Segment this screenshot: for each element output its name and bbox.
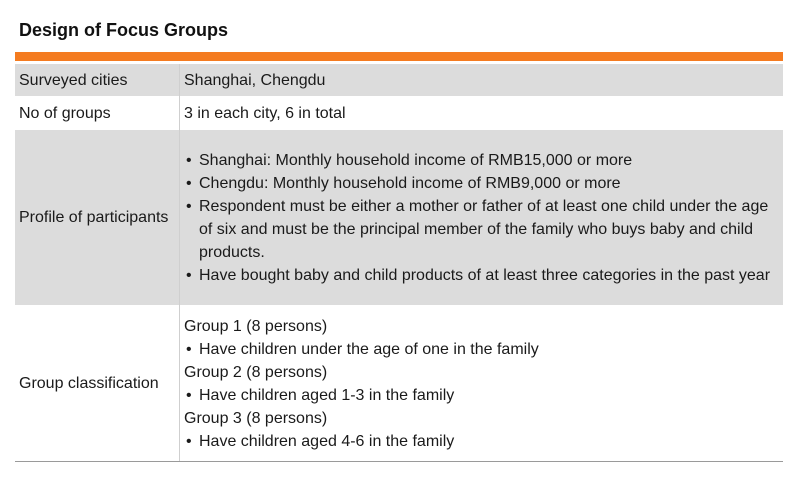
- list-item: [184, 149, 783, 172]
- table-row: [15, 64, 783, 97]
- row-value-profile: [180, 130, 784, 306]
- group-heading: Group 1 (8 persons): [184, 317, 328, 335]
- profile-bullet-list: [184, 149, 783, 287]
- list-item: [184, 430, 783, 453]
- row-label-no-of-groups: No of groups: [15, 97, 180, 130]
- row-value-no-of-groups: 3 in each city, 6 in total: [180, 97, 784, 130]
- bullet-text: Have children aged 4-6 in the family: [199, 432, 455, 450]
- list-item: [184, 338, 783, 361]
- list-item: [184, 172, 783, 195]
- focus-group-table: [15, 64, 783, 462]
- page-title: Design of Focus Groups: [19, 20, 229, 40]
- bullet-text: Chengdu: Monthly household income of RMB9,000 or more: [199, 174, 621, 192]
- bullet-text: Have children under the age of one in the family: [199, 340, 539, 358]
- bullet-text: Shanghai: Monthly household income of RMB15,000 or more: [199, 151, 633, 169]
- bullet-text: Respondent must be either a mother or father of at least one child under the age of six and must be the principal member of the family who buys baby and child products.: [199, 197, 769, 261]
- list-item: [184, 195, 783, 264]
- bullet-text: Have children aged 1-3 in the family: [199, 386, 455, 404]
- bullet-icon: •: [186, 174, 192, 192]
- table-row: [15, 306, 783, 462]
- bullet-icon: •: [186, 197, 192, 215]
- bullet-text: Have bought baby and child products of at least three categories in the past year: [199, 266, 771, 284]
- list-item: [184, 264, 783, 287]
- table-row: [15, 97, 783, 130]
- row-value-surveyed-cities: Shanghai, Chengdu: [180, 64, 784, 97]
- group-bullet-list: [184, 338, 783, 361]
- bullet-icon: •: [186, 386, 192, 404]
- list-item: [184, 384, 783, 407]
- bullet-icon: •: [186, 151, 192, 169]
- row-value-group-classification: [180, 306, 784, 462]
- table-row: [15, 130, 783, 306]
- group-bullet-list: [184, 430, 783, 453]
- group-heading: Group 3 (8 persons): [184, 409, 328, 427]
- bullet-icon: •: [186, 266, 192, 284]
- row-label-group-classification: Group classification: [15, 306, 180, 462]
- group-bullet-list: [184, 384, 783, 407]
- row-label-surveyed-cities: Surveyed cities: [15, 64, 180, 97]
- bullet-icon: •: [186, 432, 192, 450]
- title-accent-bar: [15, 52, 783, 61]
- group-heading: Group 2 (8 persons): [184, 363, 328, 381]
- row-label-profile: Profile of participants: [15, 130, 180, 306]
- bullet-icon: •: [186, 340, 192, 358]
